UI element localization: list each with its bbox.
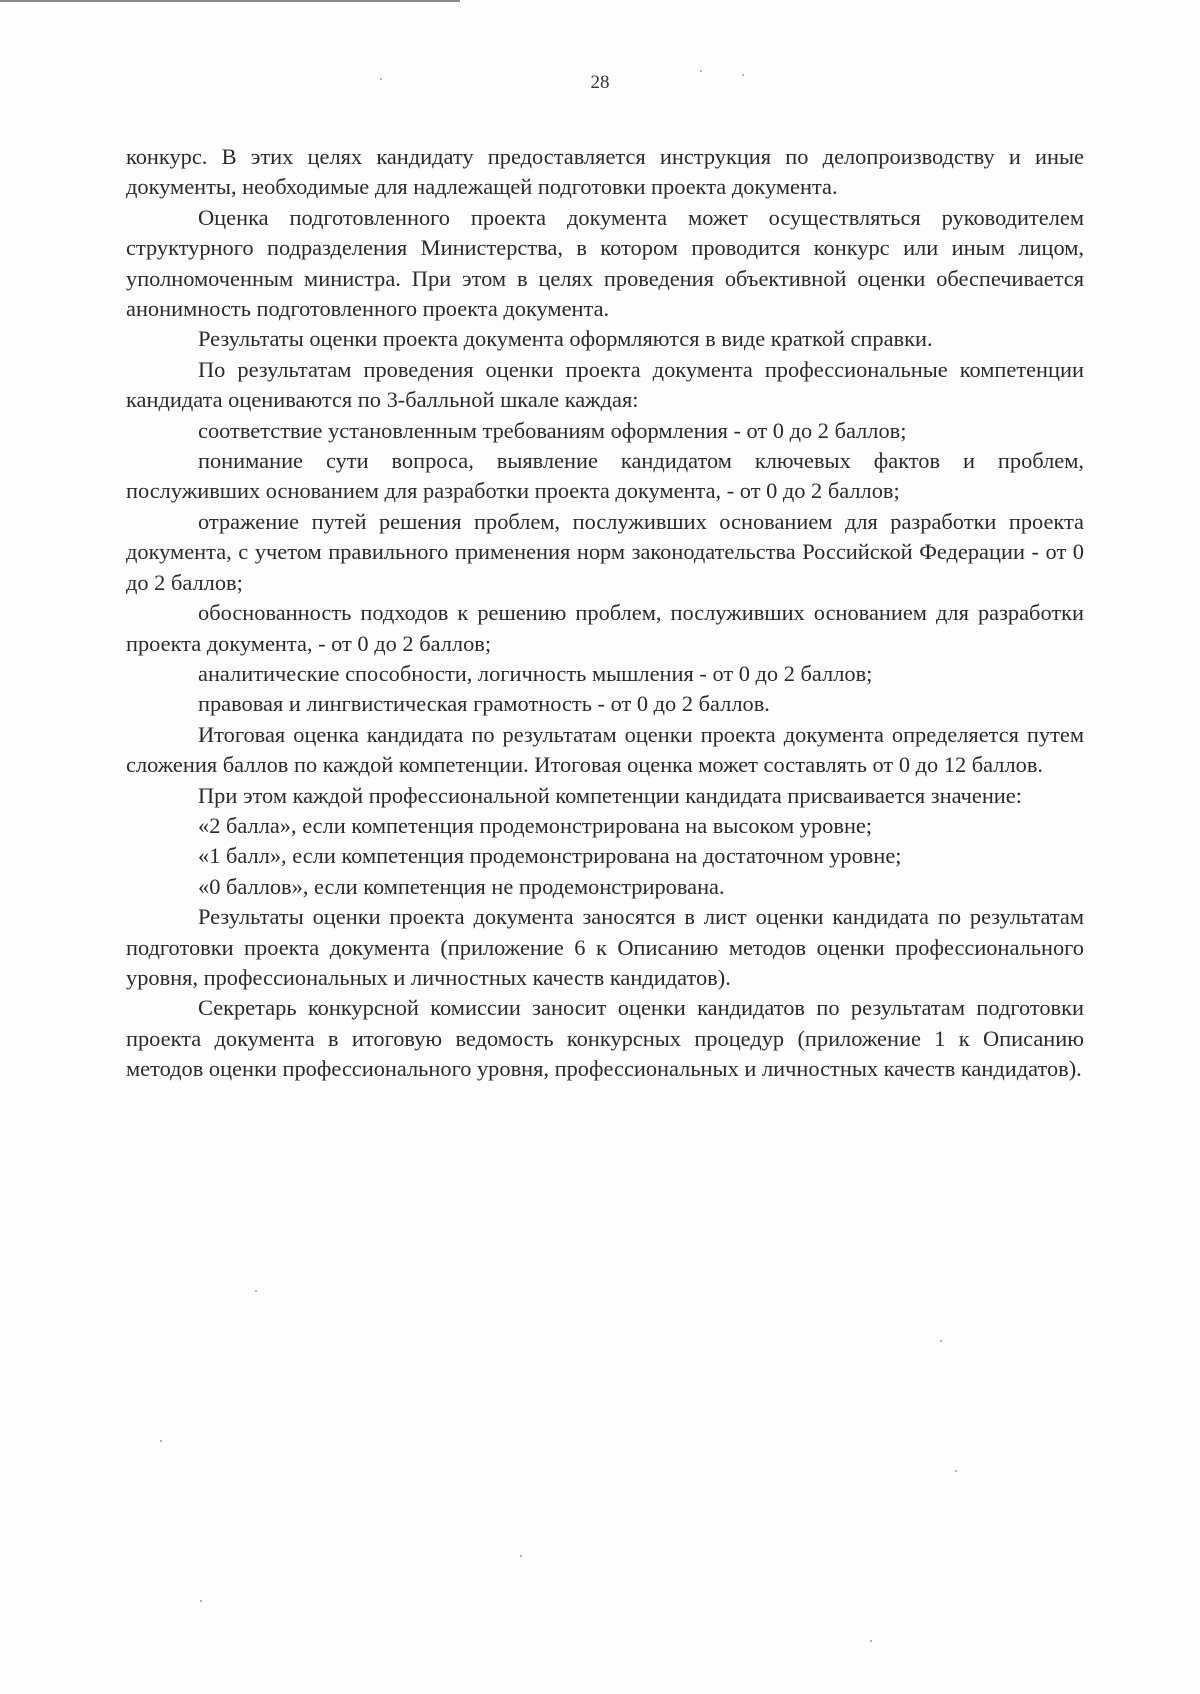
scan-speck <box>160 1440 162 1442</box>
scan-speck <box>742 74 744 76</box>
paragraph: конкурс. В этих целях кандидату предоставляется инструкция по делопроизводству и иные документы, необходимые для надлежащей подготовки проекта документа. <box>126 144 1084 200</box>
paragraph: Секретарь конкурсной комиссии заносит оценки кандидатов по результатам подготовки проекта документа в итоговую ведомость конкурсных процедур (приложение 1 к Описанию методов оценки профессионального уровня, профессиональных и личностных качеств кандидатов). <box>126 995 1084 1082</box>
scan-speck <box>255 1290 257 1292</box>
list-item: правовая и лингвистическая грамотность - от 0 до 2 баллов. <box>198 691 770 717</box>
list-item: «2 балла», если компетенция продемонстрирована на высоком уровне; <box>198 812 873 838</box>
paragraph: Результаты оценки проекта документа оформляются в виде краткой справки. <box>198 326 933 352</box>
list-item: понимание сути вопроса, выявление кандидатом ключевых фактов и проблем, послуживших основанием для разработки проекта документа, - от 0 до 2 баллов; <box>126 448 1084 504</box>
scan-speck <box>870 1640 872 1642</box>
scan-speck <box>700 70 702 72</box>
list-item: отражение путей решения проблем, послуживших основанием для разработки проекта документа, с учетом правильного применения норм законодательства Российской Федерации - от 0 до 2 баллов; <box>126 508 1084 595</box>
scan-speck <box>200 1600 202 1602</box>
document-body <box>126 142 1084 1085</box>
paragraph: По результатам проведения оценки проекта документа профессиональные компетенции кандидата оцениваются по 3-балльной шкале каждая: <box>126 356 1084 413</box>
list-item: аналитические способности, логичность мышления - от 0 до 2 баллов; <box>198 660 873 686</box>
paragraph: Оценка подготовленного проекта документа может осуществляться руководителем структурного подразделения Министерства, в котором проводится конкурс или иным лицом, уполномоченным министра. При этом в целях проведения объективной оценки обеспечивается анонимность подготовленного проекта документа. <box>126 204 1084 322</box>
scan-speck <box>380 78 382 80</box>
list-item: соответствие установленным требованиям оформления - от 0 до 2 баллов; <box>198 417 907 443</box>
paragraph: Итоговая оценка кандидата по результатам оценки проекта документа определяется путем сложения баллов по каждой компетенции. Итоговая оценка может составлять от 0 до 12 баллов. <box>126 721 1084 778</box>
paragraph: При этом каждой профессиональной компетенции кандидата присваивается значение: <box>198 782 1022 808</box>
list-item: «0 баллов», если компетенция не продемонстрирована. <box>198 873 725 899</box>
paragraph: Результаты оценки проекта документа заносятся в лист оценки кандидата по результатам подготовки проекта документа (приложение 6 к Описанию методов оценки профессионального уровня, профессиональных и личностных качеств кандидатов). <box>126 904 1084 990</box>
top-edge-line <box>0 0 460 2</box>
page-number: 28 <box>590 72 610 93</box>
scan-speck <box>955 1470 957 1472</box>
list-item: «1 балл», если компетенция продемонстрирована на достаточном уровне; <box>198 843 902 869</box>
scan-speck <box>520 1555 522 1557</box>
scan-speck <box>940 1340 942 1342</box>
list-item: обоснованность подходов к решению проблем, послуживших основанием для разработки проекта документа, - от 0 до 2 баллов; <box>126 600 1084 656</box>
